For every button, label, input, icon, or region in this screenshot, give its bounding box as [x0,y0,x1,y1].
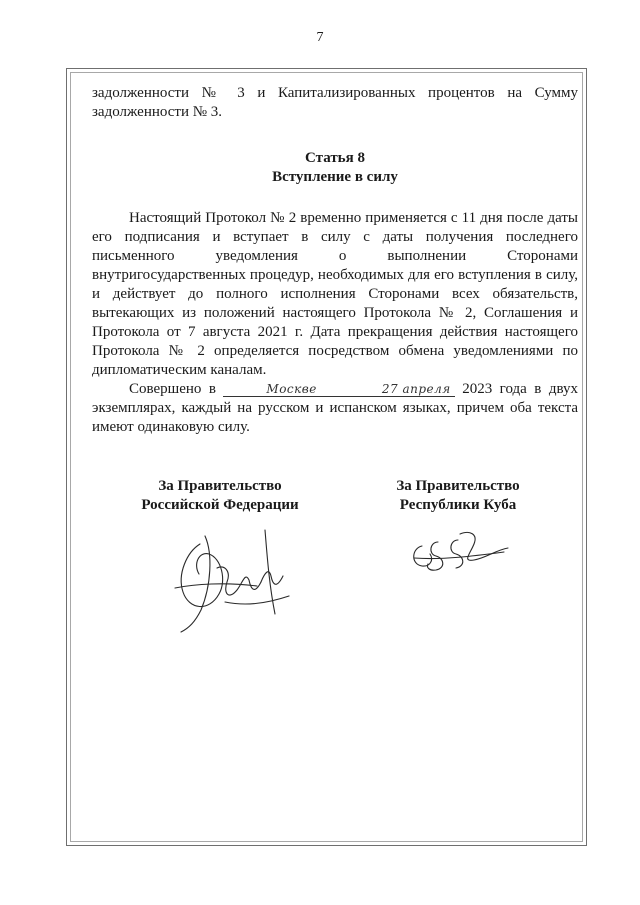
handwritten-date: 27 апреля [381,382,451,396]
done-at-paragraph [92,380,578,437]
article-heading [92,149,578,187]
signature-russia [165,524,300,636]
page-number: 7 [316,30,324,45]
signatory-cuba-line1: За Правительство [396,478,520,494]
handwritten-place-field [223,380,330,399]
continuation-paragraph: задолженности № 3 и Капитализированных процентов на Сумму задолженности № 3. [92,85,578,120]
signatory-russia-line2: Российской Федерации [141,497,299,513]
signatory-russia-line1: За Правительство [158,478,282,494]
signatory-cuba [358,477,558,515]
signatory-russia [120,477,320,515]
done-at-prefix: Совершено в [129,381,216,397]
handwritten-place: Москве [266,382,317,396]
article-title: Вступление в силу [272,169,398,185]
done-at-year: 2023 [462,381,493,397]
signature-cuba [404,526,512,576]
document-body [92,84,578,437]
done-at-suffix: года в двух экземплярах, каждый на русском и испанском языках, причем оба текста имеют одинаковую силу. [92,381,579,435]
signatory-cuba-line2: Республики Куба [399,497,517,513]
entry-into-force-paragraph: Настоящий Протокол № 2 временно применяется с 11 дня после даты его подписания и вступает в силу с даты получения последнего письменного уведомления о выполнении Сторонами внутригосударственных процедур, необходимых для его вступления в силу, и действует до полного исполнения Сторонами всех обязательств, вытекающих из положений настоящего Протокола № 2, Соглашения и Протокола от 7 августа 2021 г. Дата прекращения действия настоящего Протокола № 2 определяется посредством обмена уведомлениями по дипломатическим каналам. [92,210,578,378]
handwritten-date-field [331,380,455,399]
article-number: Статья 8 [305,150,365,166]
